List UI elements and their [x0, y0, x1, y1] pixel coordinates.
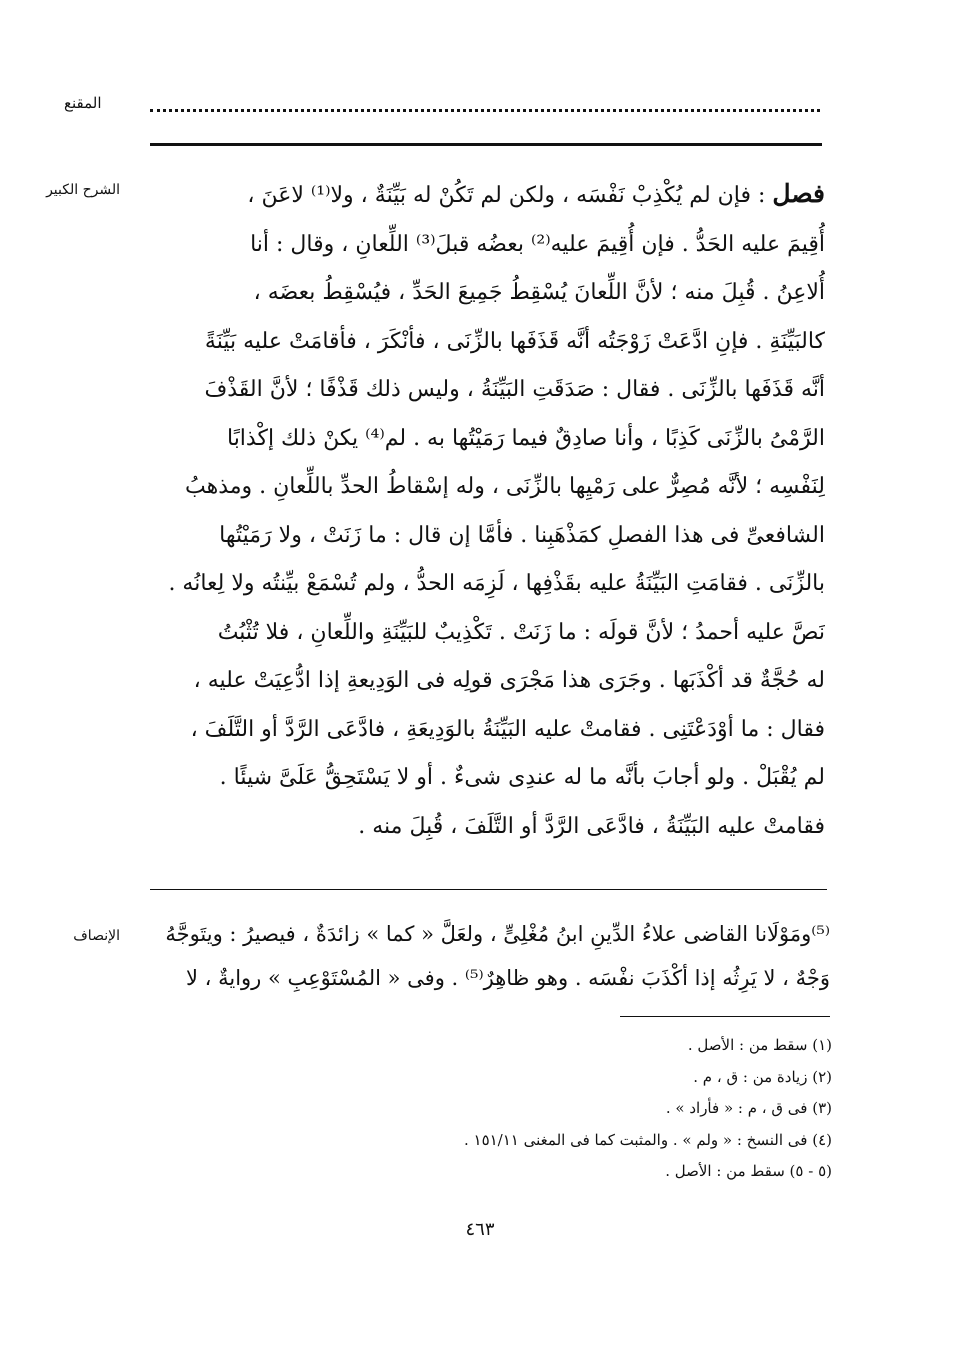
section-divider: [150, 889, 827, 890]
footnote-5: (٥ - ٥) سقط من : الأصل .: [665, 1162, 832, 1180]
insaf-text-block: [150, 912, 830, 1000]
main-line-10: نَصَّ عليه أحمدُ ؛ لأنَّ قولَه : ما زَنَتْ . تَكْذِيبٌ للبَيِّنَةِ واللِّعانِ ، فلا تُثْبُتُ: [217, 619, 825, 645]
main-line-1: [150, 170, 825, 221]
main-line-4: كالبَيِّنَةِ . فإنِ ادَّعَتْ زَوْجَتُه أنَّه قَذَفَها بالزِّنَى ، فأنْكَرَ ، فأقامَتْ عليه بَيِّنَةً: [204, 328, 825, 354]
main-line-14: فقامتْ عليه البَيِّنَةُ ، فادَّعَى الرَّدَّ أو التَّلَفَ ، قُبِلَ منه .: [358, 813, 825, 839]
section-lead: فصل: [772, 179, 825, 208]
footnote-2: (٢) زيادة من : ق ، م .: [693, 1067, 832, 1086]
page-number: ٤٦٣: [465, 1219, 495, 1240]
running-header-title: المقنع: [64, 94, 102, 112]
header-dotted-leader: [150, 96, 820, 112]
main-line-1-text: : فإن لم يُكْذِبْ نَفْسَه ، ولكن لم تَكُنْ له بَيِّنَةٌ ، ولا⁽¹⁾ لاعَنَ ،: [247, 183, 766, 208]
main-line-12: فقال : ما أوْدَعْتَنِى . فقامتْ عليه البَيِّنَةُ بالوَدِيعَةِ ، فادَّعَى الرَّدَّ أو التَّلَفَ ،: [190, 716, 825, 742]
footnote-1: (١) سقط من : الأصل .: [687, 1036, 832, 1054]
insaf-line-1: ⁽⁵⁾ومَوْلَانا القاضى علاءُ الدِّينِ ابنُ مُغْلِىٍّ ، ولعَلَّ « كما » زائدَةٌ ، فيصيرُ : ويتَوجَّهُ: [165, 922, 830, 946]
main-line-8: الشافعىِّ فى هذا الفصلِ كمَذْهَبِنا . فأمَّا إن قال : ما زَنَتْ ، ولا رَمَيْتُها: [219, 522, 825, 548]
main-line-6: الرَّمْىُ بالزِّنَى كَذِبًا ، وأنا صادِقٌ فيما رَمَيْتُها به . لم⁽⁴⁾ يكنْ ذلك إكْذابًا: [226, 425, 825, 451]
footnotes: [440, 1030, 832, 1188]
header-rule: [150, 143, 822, 146]
main-line-7: لِنَفْسِه ؛ لأنَّه مُصِرٌّ على رَمْيِها بالزِّنَى ، وله إسْقاطُ الحدِّ باللِّعانِ . ومذهبُ: [185, 474, 825, 499]
footnote-3: (٣) فى ق ، م : « فأراد » .: [665, 1099, 832, 1117]
main-line-13: لم يُقْبَلْ . ولو أجابَ بأنَّه ما له عندِى شىءٌ . أو لا يَسْتَحِقُّ عَلَىَّ شيئًا .: [219, 765, 825, 790]
footnote-4: (٤) فى النسخ : « ولم » . والمثبت كما فى المغنى ١٥١/١١ .: [463, 1130, 832, 1149]
main-line-2: أُقِيمَ عليه الحَدُّ . فإن أُقِيمَ عليه⁽²⁾ بعضُه قبلَ⁽³⁾ اللِّعانِ ، وقال : أنا: [250, 231, 825, 257]
main-line-11: له حُجَّةٌ قد أكْذَبَها . وجَرَى هذا مَجْرَى قولِه فى الوَدِيعةِ إذا ادُّعِيَتْ عليه ،: [193, 668, 825, 693]
main-line-9: بالزِّنَى . فقامَتِ البَيِّنَةُ عليه بقَذْفِها ، لَزِمَه الحدُّ ، ولم تُسْمَعْ بيِّنتُه ولا لِعانُه .: [168, 571, 825, 596]
main-line-5: أنَّه قَذَفَها بالزِّنَى . فقال : صَدَقَتِ البَيِّنَةُ ، وليس ذلك قَذْفًا ؛ لأنَّ القَذْفَ: [204, 377, 825, 402]
footnote-rule: [620, 1016, 830, 1017]
margin-label-insaf: الإنصاف: [73, 928, 120, 944]
main-text-block: [150, 170, 825, 851]
insaf-line-2: وَجْهٌ ، لا يَرِثُه إذا أكْذَبَ نفْسَه . وهو ظاهِرٌ⁽⁵⁾ . وفى « المُسْتَوْعِبِ » روايةٌ ، لا: [186, 966, 830, 990]
margin-label-sharh: الشرح الكبير: [46, 182, 120, 198]
main-line-3: أُلاعِنُ . قُبِلَ منه ؛ لأنَّ اللِّعانَ يُسْقِطُ جَمِيعَ الحَدِّ ، فيُسْقِطُ بعضَه ،: [253, 280, 825, 305]
